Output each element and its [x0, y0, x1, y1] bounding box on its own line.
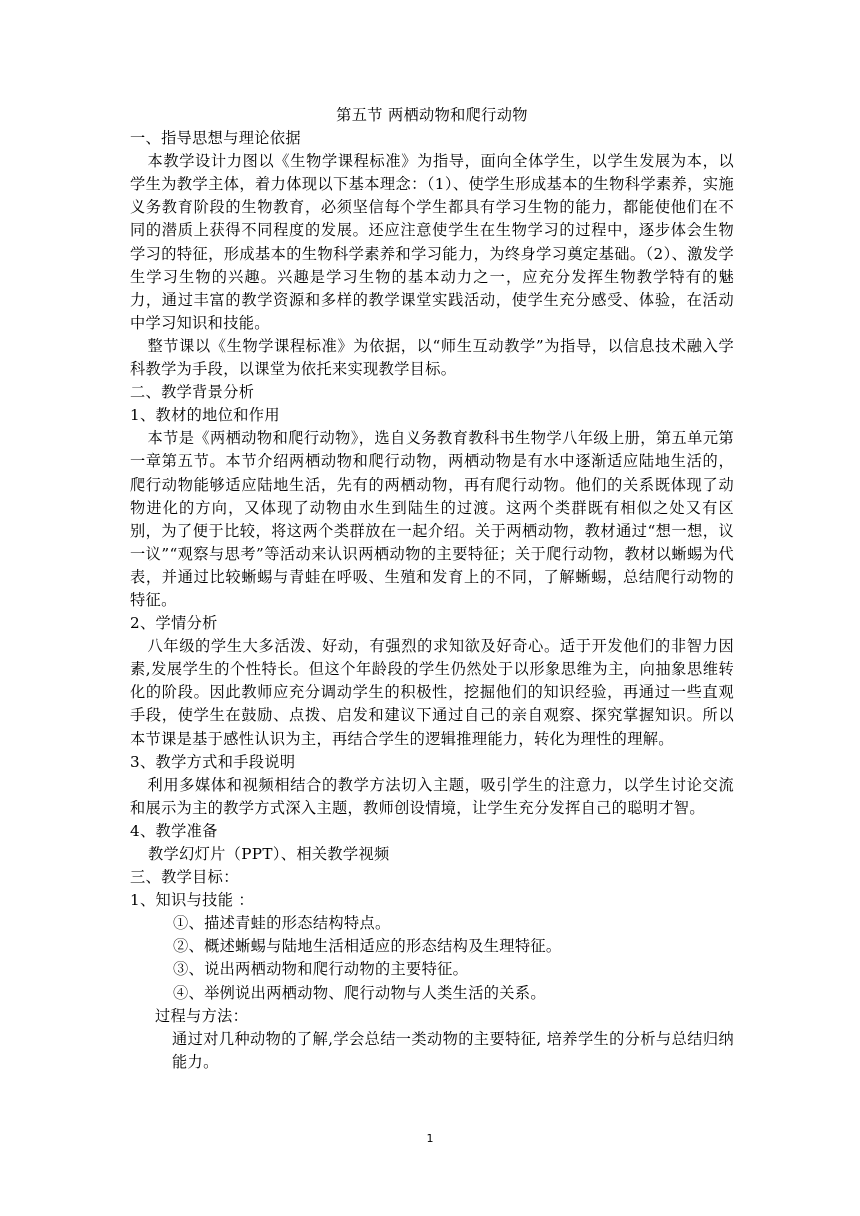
objective-item: ④、举例说出两栖动物、爬行动物与人类生活的关系。	[173, 983, 546, 1002]
paragraph: 本教学设计力图以《生物学课程标准》为指导，面向全体学生，以学生发展为本，以学生为教学主体，着力体现以下基本理念：（1）、使学生形成基本的生物科学素养，实施义务教育阶段的生物教育，必须坚信每个学生都具有学习生物的能力，都能使他们在不同的潜质上获得不同程度的发展。还应注意使学生在生物学习的过程中，逐步体会生物学习的特征，形成基本的生物科学素养和学习能力，为终身学习奠定基础。（2）、激发学生学习生物的兴趣。兴趣是学习生物的基本动力之一，应充分发挥生物教学特有的魅力，通过丰富的教学资源和多样的教学课堂实践活动，使学生充分感受、体验，在活动中学习知识和技能。	[130, 152, 734, 332]
page-number: 1	[426, 1132, 434, 1145]
subsection-heading: 过程与方法：	[155, 1006, 249, 1025]
paragraph: 整节课以《生物学课程标准》为依据，以“师生互动教学”为指导，以信息技术融入学科教学为手段，以课堂为依托来实现教学目标。	[130, 336, 734, 379]
objective-item: ③、说出两栖动物和爬行动物的主要特征。	[173, 960, 469, 979]
section-heading: 一、指导思想与理论依据	[130, 129, 301, 148]
paragraph: 通过对几种动物的了解,学会总结一类动物的主要特征, 培养学生的分析与总结归纳能力。	[172, 1029, 734, 1071]
objective-item: ①、描述青蛙的形态结构特点。	[173, 914, 391, 933]
paragraph: 教学幻灯片（PPT）、相关教学视频	[148, 845, 390, 863]
document-body	[130, 104, 734, 1074]
paragraph: 利用多媒体和视频相结合的教学方法切入主题，吸引学生的注意力，以学生讨论交流和展示为主的教学方式深入主题，教师创设情境，让学生充分发挥自己的聪明才智。	[130, 775, 734, 817]
subsection-heading: 1、知识与技能 ：	[130, 891, 254, 910]
subsection-heading: 1、教材的地位和作用	[130, 406, 280, 425]
subsection-heading: 4、教学准备	[130, 821, 218, 840]
document-title: 第五节 两栖动物和爬行动物	[336, 106, 528, 124]
paragraph: 八年级的学生大多活泼、好动，有强烈的求知欲及好奇心。适于开发他们的非智力因素,发展学生的个性特长。但这个年龄段的学生仍然处于以形象思维为主，向抽象思维转化的阶段。因此教师应充分调动学生的积极性，挖掘他们的知识经验，再通过一些直观手段，使学生在鼓励、点拨、启发和建议下通过自己的亲自观察、探究掌握知识。所以本节课是基于感性认识为主，再结合学生的逻辑推理能力，转化为理性的理解。	[130, 637, 734, 748]
subsection-heading: 3、教学方式和手段说明	[130, 752, 296, 771]
section-heading: 三、教学目标：	[130, 868, 239, 887]
subsection-heading: 2、学情分析	[130, 614, 218, 633]
paragraph: 本节是《两栖动物和爬行动物》，选自义务教育教科书生物学八年级上册，第五单元第一章第五节。本节介绍两栖动物和爬行动物，两栖动物是有水中逐渐适应陆地生活的，爬行动物能够适应陆地生活，先有的两栖动物，再有爬行动物。他们的关系既体现了动物进化的方向，又体现了动物由水生到陆生的过渡。这两个类群既有相似之处又有区别，为了便于比较，将这两个类群放在一起介绍。关于两栖动物，教材通过“想一想，议一议”“观察与思考”等活动来认识两栖动物的主要特征；关于爬行动物，教材以蜥蜴为代表，并通过比较蜥蜴与青蛙在呼吸、生殖和发育上的不同，了解蜥蜴，总结爬行动物的特征。	[130, 429, 734, 609]
section-heading: 二、教学背景分析	[130, 383, 255, 402]
objective-item: ②、概述蜥蜴与陆地生活相适应的形态结构及生理特征。	[173, 937, 562, 956]
